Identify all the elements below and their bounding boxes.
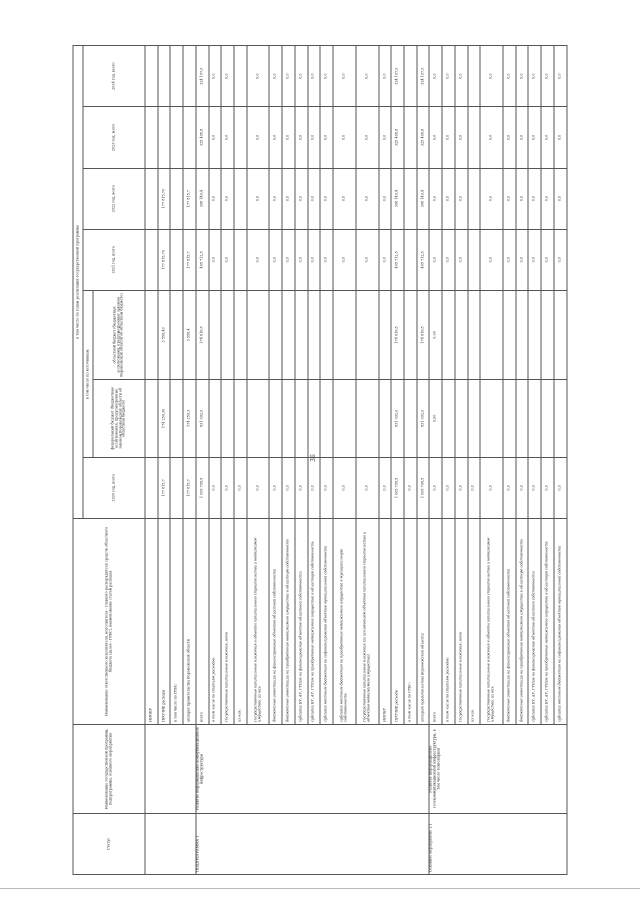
cell-value: 0,0	[221, 457, 234, 518]
cell-value	[455, 379, 468, 457]
cell-value: 0,0	[333, 229, 356, 290]
cell-value	[234, 46, 247, 107]
cell-value: 0,0	[442, 168, 455, 229]
cell-value: 0,0	[209, 229, 222, 290]
cell-value	[480, 290, 503, 379]
cell-value: 398 149,4	[417, 168, 430, 229]
budget-table	[73, 45, 568, 875]
cell-value	[234, 229, 247, 290]
cell-value	[234, 290, 247, 379]
cell-label: субсидии БУ, АУ, ГУПам на приобретение недвижимого имущества в областную собственность	[541, 518, 554, 724]
cell-value: 0,0	[247, 107, 270, 168]
cell-value: 0,0	[356, 107, 379, 168]
cell-value: 405 712,5	[196, 229, 209, 290]
cell-value: 405 712,5	[391, 229, 404, 290]
cell-value	[541, 379, 554, 457]
cell-value: 325 408,8	[196, 107, 209, 168]
cell-value: 0,0	[282, 107, 295, 168]
cell-label: Государственные капитальные вложения в объекты капитального строительства и недвижимое имущество, из них:	[247, 518, 270, 724]
cell-label: субсидии БУ, АУ, ГУПам на приобретение недвижимого имущества в областную собственность	[308, 518, 321, 724]
cell-value	[234, 107, 247, 168]
cell-label: субсидии местным бюджетам на софинансирование объектов муниципальной собственности	[554, 518, 567, 724]
cell-value: 0,0	[516, 107, 529, 168]
cell-value: 0,0	[528, 46, 541, 107]
cell-value	[541, 290, 554, 379]
cell-value	[379, 379, 392, 457]
table-row	[196, 46, 209, 875]
cell-value: 831 092,0	[417, 379, 430, 457]
cell-value: 324 107,0	[391, 46, 404, 107]
cell-value: 177 815,7	[183, 229, 196, 290]
cell-value: 0,0	[503, 457, 516, 518]
table-row	[145, 46, 158, 875]
rotated-table-wrapper	[73, 45, 568, 875]
cell-label: ПРОЧИЕ расходы	[158, 518, 171, 724]
cell-value: 0,0	[308, 229, 321, 290]
cell-value: 177 815,7	[183, 168, 196, 229]
cell-value: 0,0	[442, 107, 455, 168]
cell-value: 0,0	[333, 46, 356, 107]
cell-value: 174 616,5	[391, 290, 404, 379]
cell-value	[404, 229, 417, 290]
cell-value: 0,0	[308, 46, 321, 107]
header-by-sources: в том числе по источникам:	[83, 290, 93, 457]
cell-value	[183, 46, 196, 107]
cell-value	[234, 168, 247, 229]
cell-value: 0,0	[429, 46, 442, 107]
cell-value	[247, 290, 270, 379]
cell-label: Государственные капитальные вложения, всего	[455, 518, 468, 724]
cell-label: всего	[429, 518, 442, 724]
cell-value	[333, 290, 356, 379]
cell-value: 0,0	[480, 46, 503, 107]
cell-value: 0,0	[295, 46, 308, 107]
cell-value: 0,0	[209, 168, 222, 229]
cell-value: 0,0	[455, 107, 468, 168]
cell-value: 0,0	[234, 457, 247, 518]
cell-value: 0,0	[503, 107, 516, 168]
header-2023: 2023 год, всего	[83, 107, 145, 168]
cell-value: 0,0	[379, 457, 392, 518]
cell-label: в том числе по ГРБС:	[404, 518, 417, 724]
cell-value: 0,0	[541, 168, 554, 229]
cell-value	[170, 168, 183, 229]
cell-value: 0,0	[320, 107, 333, 168]
cell-value	[282, 290, 295, 379]
cell-value: 0,0	[379, 168, 392, 229]
header-executor: Наименование ответственного исполнителя, исполнителя - главного распорядителя средств областного бюджета (далее - ГРБС), наименование статей расходов	[73, 518, 145, 724]
cell-value: 0,0	[554, 457, 567, 518]
cell-value	[308, 290, 321, 379]
cell-value: 0,0	[429, 229, 442, 290]
cell-value	[468, 379, 481, 457]
cell-value: 0,0	[282, 46, 295, 107]
cell-value: 0,0	[442, 229, 455, 290]
cell-value	[145, 379, 158, 457]
header-2021: 2021 год, всего	[83, 229, 145, 290]
cell-label: Государственные капитальные вложения (за исключением объектов капитального строительства и объектов недвижимого имущества)	[356, 518, 379, 724]
cell-value: 0,0	[282, 457, 295, 518]
cell-label: бюджетные инвестиции на финансирование объектов областной собственности	[269, 518, 282, 724]
cell-value	[269, 290, 282, 379]
cell-value	[145, 46, 158, 107]
cell-value	[145, 457, 158, 518]
cell-value	[404, 168, 417, 229]
cell-value: 0,0	[541, 46, 554, 107]
cell-value: 0,0	[269, 457, 282, 518]
cell-value: 0,0	[528, 457, 541, 518]
cell-value	[516, 290, 529, 379]
cell-value	[442, 379, 455, 457]
cell-value: 0,0	[455, 457, 468, 518]
cell-value: 0,0	[455, 229, 468, 290]
cell-value	[554, 379, 567, 457]
cell-value: 0,0	[308, 457, 321, 518]
cell-value: 177 815,7	[183, 457, 196, 518]
cell-value: 0,0	[503, 168, 516, 229]
cell-value: 174 259,3	[183, 379, 196, 457]
cell-value: 0,0	[221, 229, 234, 290]
cell-value: 0,0	[356, 229, 379, 290]
cell-label: субсидии БУ, АУ, ГУПам на финансирование объектов областной собственности	[295, 518, 308, 724]
cell-label: субсидии местным бюджетам на софинансирование объектов муниципальной собственности	[320, 518, 333, 724]
cell-value: 324 107,0	[417, 46, 430, 107]
cell-value: 0,0	[554, 107, 567, 168]
cell-label: бюджетные инвестиции на приобретение недвижимого имущества в областную собственность	[282, 518, 295, 724]
cell-value: 831 092,0	[391, 379, 404, 457]
cell-value: 0,0	[379, 107, 392, 168]
cell-label: Государственные капитальные вложения, всего	[221, 518, 234, 724]
cell-value: 0,00	[429, 290, 442, 379]
cell-value: 0,0	[333, 107, 356, 168]
cell-label: из них:	[468, 518, 481, 724]
cell-program-name: Развитие информационно-коммуникационной инфраструктуры	[196, 724, 430, 813]
cell-value	[170, 229, 183, 290]
cell-value: 177 815,7	[158, 457, 171, 518]
cell-value	[554, 290, 567, 379]
cell-value	[282, 379, 295, 457]
cell-value	[170, 379, 183, 457]
cell-label: в том числе по ГРБС:	[170, 518, 183, 724]
cell-value: 0,0	[209, 46, 222, 107]
cell-value	[247, 379, 270, 457]
cell-value	[333, 379, 356, 457]
cell-value: 0,0	[554, 46, 567, 107]
scan-edge-line	[0, 888, 640, 889]
cell-label: бюджетные инвестиции на финансирование объектов областной собственности	[503, 518, 516, 724]
cell-value: 0,0	[503, 229, 516, 290]
cell-status: ПОДПРОГРАММА 1	[196, 813, 430, 874]
cell-value: 0,0	[528, 229, 541, 290]
cell-label: Государственные капитальные вложения в объекты капитального строительства и недвижимое имущество, из них:	[480, 518, 503, 724]
cell-value	[356, 290, 379, 379]
cell-value: 0,0	[528, 168, 541, 229]
cell-value: 0,0	[480, 168, 503, 229]
cell-value: 0,0	[404, 457, 417, 518]
header-2024: 2024 год, всего	[83, 46, 145, 107]
cell-value	[308, 379, 321, 457]
cell-value: 0,0	[516, 46, 529, 107]
cell-value	[468, 229, 481, 290]
cell-value	[269, 379, 282, 457]
cell-value: 0,0	[247, 457, 270, 518]
cell-value: 0,0	[455, 46, 468, 107]
cell-value	[145, 107, 158, 168]
cell-value: 0,0	[221, 46, 234, 107]
cell-label: аппарат правительства Воронежской области	[417, 518, 430, 724]
cell-value: 0,0	[320, 457, 333, 518]
cell-label: ПРОЧИЕ расходы	[391, 518, 404, 724]
cell-value: 0,0	[468, 457, 481, 518]
cell-value: 0,0	[295, 107, 308, 168]
cell-value	[170, 290, 183, 379]
cell-label: из них:	[234, 518, 247, 724]
cell-value: 0,0	[455, 168, 468, 229]
cell-value: 325 408,8	[417, 107, 430, 168]
cell-value	[468, 107, 481, 168]
cell-value	[468, 168, 481, 229]
cell-value: 0,0	[247, 46, 270, 107]
cell-value	[145, 290, 158, 379]
cell-value	[183, 107, 196, 168]
cell-value: 1 005 708,5	[196, 457, 209, 518]
cell-value: 398 149,4	[391, 168, 404, 229]
cell-value: 3 556,40	[158, 290, 171, 379]
cell-value: 174 616,5	[417, 290, 430, 379]
cell-value	[503, 379, 516, 457]
cell-value	[320, 379, 333, 457]
cell-value	[404, 46, 417, 107]
header-federal: федеральный бюджет (бюджетные ассигнования, предусмотренные законом Воронежской области об областном бюджете)	[93, 379, 145, 457]
cell-value: 0,0	[442, 457, 455, 518]
cell-value: 0,0	[333, 457, 356, 518]
cell-value: 0,0	[480, 229, 503, 290]
cell-label: всего	[196, 518, 209, 724]
cell-value: 0,0	[480, 457, 503, 518]
cell-value: 0,0	[516, 229, 529, 290]
cell-value: 177 815,70	[158, 168, 171, 229]
cell-value	[145, 229, 158, 290]
cell-value	[528, 290, 541, 379]
cell-value: 0,0	[209, 107, 222, 168]
cell-value: 0,0	[247, 168, 270, 229]
cell-value	[503, 290, 516, 379]
cell-value: 0,0	[221, 168, 234, 229]
header-2020: 2020 год, всего	[83, 457, 145, 518]
cell-value	[480, 379, 503, 457]
cell-value: 0,0	[308, 168, 321, 229]
cell-value: 405 712,5	[417, 229, 430, 290]
cell-value: 0,0	[320, 168, 333, 229]
cell-value	[145, 168, 158, 229]
cell-value: 0,0	[320, 46, 333, 107]
header-2022: 2022 год, всего	[83, 168, 145, 229]
cell-value: 0,0	[356, 168, 379, 229]
cell-label: субсидии БУ, АУ, ГУПам на финансирование объектов областной собственности	[528, 518, 541, 724]
cell-value: 0,0	[308, 107, 321, 168]
cell-value: 0,0	[541, 457, 554, 518]
cell-value	[404, 379, 417, 457]
header-program-name: Наименование государственной программы, подпрограммы, основного мероприятия	[73, 724, 145, 813]
cell-value	[404, 107, 417, 168]
cell-label: НИОКР	[379, 518, 392, 724]
cell-value: 324 107,0	[196, 46, 209, 107]
cell-value	[379, 290, 392, 379]
header-status: Статус	[73, 813, 145, 874]
cell-label: в том числе по статьям расходов:	[209, 518, 222, 724]
cell-value	[356, 379, 379, 457]
cell-value: 174 259,30	[158, 379, 171, 457]
cell-label: субсидии местным бюджетам на приобретение недвижимого имущества в муниципальную собственность	[333, 518, 356, 724]
cell-value: 0,0	[221, 107, 234, 168]
cell-value: 0,00	[429, 379, 442, 457]
cell-value: 0,0	[209, 457, 222, 518]
header-regional: областной бюджет (бюджетные ассигнования, предусмотренные законом Воронежской области об областном бюджете)	[93, 290, 145, 379]
cell-value: 0,0	[516, 457, 529, 518]
cell-value: 0,0	[541, 229, 554, 290]
cell-value	[170, 457, 183, 518]
cell-value	[221, 290, 234, 379]
cell-value	[158, 46, 171, 107]
cell-label: в том числе по статьям расходов:	[442, 518, 455, 724]
cell-value	[528, 379, 541, 457]
cell-value: 0,0	[429, 168, 442, 229]
cell-value: 0,0	[503, 46, 516, 107]
cell-value: 325 408,8	[391, 107, 404, 168]
cell-value	[516, 379, 529, 457]
cell-value	[468, 46, 481, 107]
cell-status: Основное мероприятие 1.1	[429, 813, 567, 874]
cell-value	[170, 107, 183, 168]
cell-value	[295, 379, 308, 457]
table-body	[145, 46, 567, 875]
cell-value: 174 616,5	[196, 290, 209, 379]
cell-value: 0,0	[269, 229, 282, 290]
cell-value	[404, 290, 417, 379]
cell-value: 398 149,4	[196, 168, 209, 229]
cell-value: 1 005 708,5	[391, 457, 404, 518]
cell-value	[209, 379, 222, 457]
cell-value: 0,0	[333, 168, 356, 229]
cell-value	[221, 379, 234, 457]
cell-value: 3 556,4	[183, 290, 196, 379]
cell-value: 0,0	[295, 457, 308, 518]
cell-value: 0,0	[528, 107, 541, 168]
cell-value	[442, 290, 455, 379]
cell-value: 0,0	[269, 46, 282, 107]
cell-value	[295, 290, 308, 379]
cell-value	[455, 290, 468, 379]
cell-value: 0,0	[429, 107, 442, 168]
cell-value: 177 815,70	[158, 229, 171, 290]
cell-value: 0,0	[282, 229, 295, 290]
cell-value: 0,0	[269, 168, 282, 229]
table-row	[429, 46, 442, 875]
cell-value	[468, 290, 481, 379]
cell-value: 0,0	[282, 168, 295, 229]
cell-value: 1 005 708,5	[417, 457, 430, 518]
cell-value: 0,0	[554, 229, 567, 290]
cell-value: 0,0	[379, 46, 392, 107]
cell-value: 0,0	[429, 457, 442, 518]
cell-value: 0,0	[356, 457, 379, 518]
cell-value: 831 092,0	[196, 379, 209, 457]
cell-value: 0,0	[379, 229, 392, 290]
cell-program-name	[145, 724, 196, 813]
cell-value: 0,0	[516, 168, 529, 229]
cell-status	[145, 813, 196, 874]
cell-value	[209, 290, 222, 379]
cell-value	[234, 379, 247, 457]
page-number: 36	[310, 454, 317, 462]
cell-value: 0,0	[554, 168, 567, 229]
cell-value: 0,0	[247, 229, 270, 290]
cell-value: 0,0	[442, 46, 455, 107]
cell-value	[320, 290, 333, 379]
cell-value	[158, 107, 171, 168]
cell-value: 0,0	[356, 46, 379, 107]
cell-program-name: Развитие информационно-телекоммуникационной инфраструктуры, в том числе технопарков	[429, 724, 567, 813]
cell-value: 0,0	[295, 168, 308, 229]
header-implementation-years: в том числе по годам реализации государственной программы	[73, 46, 83, 519]
cell-label: НИОКР	[145, 518, 158, 724]
cell-value: 0,0	[295, 229, 308, 290]
cell-value: 0,0	[480, 107, 503, 168]
cell-label: аппарат правительства Воронежской области	[183, 518, 196, 724]
cell-value	[170, 46, 183, 107]
cell-value: 0,0	[541, 107, 554, 168]
cell-value: 0,0	[269, 107, 282, 168]
cell-value: 0,0	[320, 229, 333, 290]
cell-label: бюджетные инвестиции на приобретение недвижимого имущества в областную собственность	[516, 518, 529, 724]
